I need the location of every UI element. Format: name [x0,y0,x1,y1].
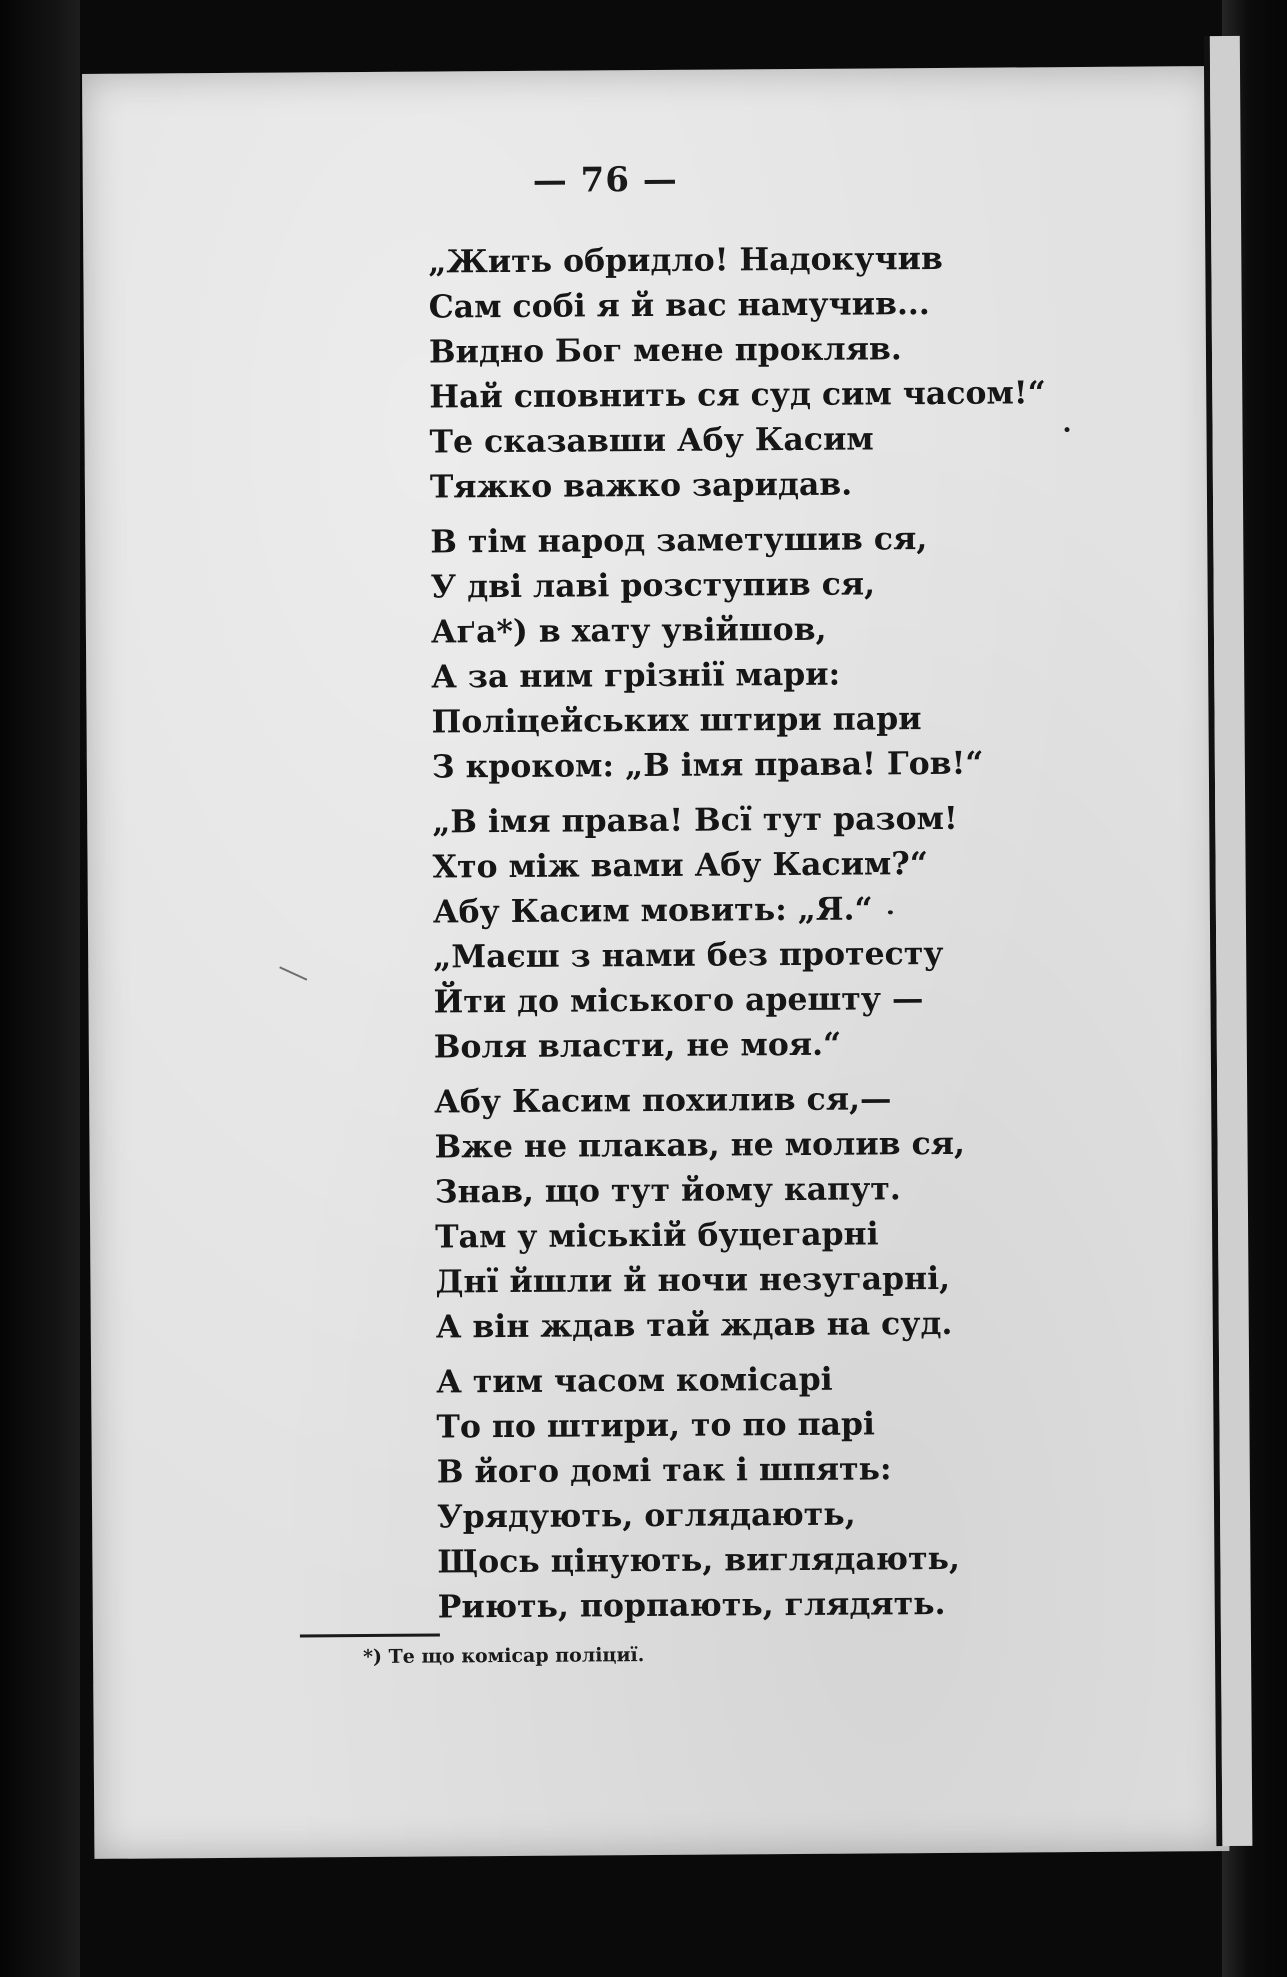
poem-line: „В імя права! Всї тут разом! [432,799,958,841]
poem-line: Щось цінують, виглядають, [437,1539,960,1581]
stanza [432,795,1154,1070]
poem-line: Урядують, оглядають, [436,1495,856,1536]
poem-line: А тим часом комісарі [436,1360,833,1401]
poem-line: Там у міській буцегарні [435,1215,879,1256]
poem-line: Воля власти, не моя.“ [433,1025,842,1066]
poem-line: А він ждав тай ждав на суд. [435,1304,953,1346]
poem-line: Риють, порпають, глядять. [437,1584,946,1626]
book-page [82,66,1229,1859]
poem-line: Тяжко важко заридав. [429,465,853,506]
print-speck [1065,427,1070,432]
poem-line: Абу Касим мовить: „Я.“ [432,890,873,931]
stanza [430,515,1152,790]
poem-line: Те сказавши Абу Касим [429,420,874,461]
film-border-left [0,0,80,1977]
print-speck [279,966,307,980]
footnote: *) Те що комісар поліциї. [362,1644,645,1669]
poem-line: З кроком: „В імя права! Гов!“ [431,744,984,786]
poem-line: Вже не плакав, не молив ся, [434,1124,966,1166]
poem-line: Йти до міського арешту — [433,980,924,1021]
footnote-divider [300,1634,440,1638]
poem-line: Хто між вами Абу Касим?“ [432,845,929,886]
poem-line: Аґа*) в хату увійшов, [430,610,827,651]
stanza [434,1075,1156,1350]
poem-line: В тім народ заметушив ся, [430,520,928,561]
print-speck [888,910,893,914]
poem-line: Сам собі я й вас намучив... [428,285,930,326]
stanza [436,1354,1158,1629]
poem-line: У дві лаві розступив ся, [430,565,876,606]
poem-line: То по штири, то по парі [436,1405,876,1446]
poem-line: Видно Бог мене прокляв. [428,330,902,371]
poem-line: „Маєш з нами без протесту [433,934,944,976]
stanza [428,235,1150,510]
page-number: — 76 — [532,159,678,201]
poem-line: А за ним грізнії мари: [431,655,841,696]
poem-text [428,235,1158,1640]
poem-line: Абу Касим похилив ся,— [434,1080,892,1121]
poem-line: Най сповнить ся суд сим часом!“ [429,374,1046,416]
poem-line: „Жить обридло! Надокучив [428,239,943,281]
poem-line: Днї йшли й ночи незугарні, [435,1259,951,1301]
poem-line: В його домі так і шпять: [436,1450,892,1491]
poem-line: Поліцейських штири пари [431,700,922,741]
poem-line: Знав, що тут йому капут. [434,1170,901,1211]
